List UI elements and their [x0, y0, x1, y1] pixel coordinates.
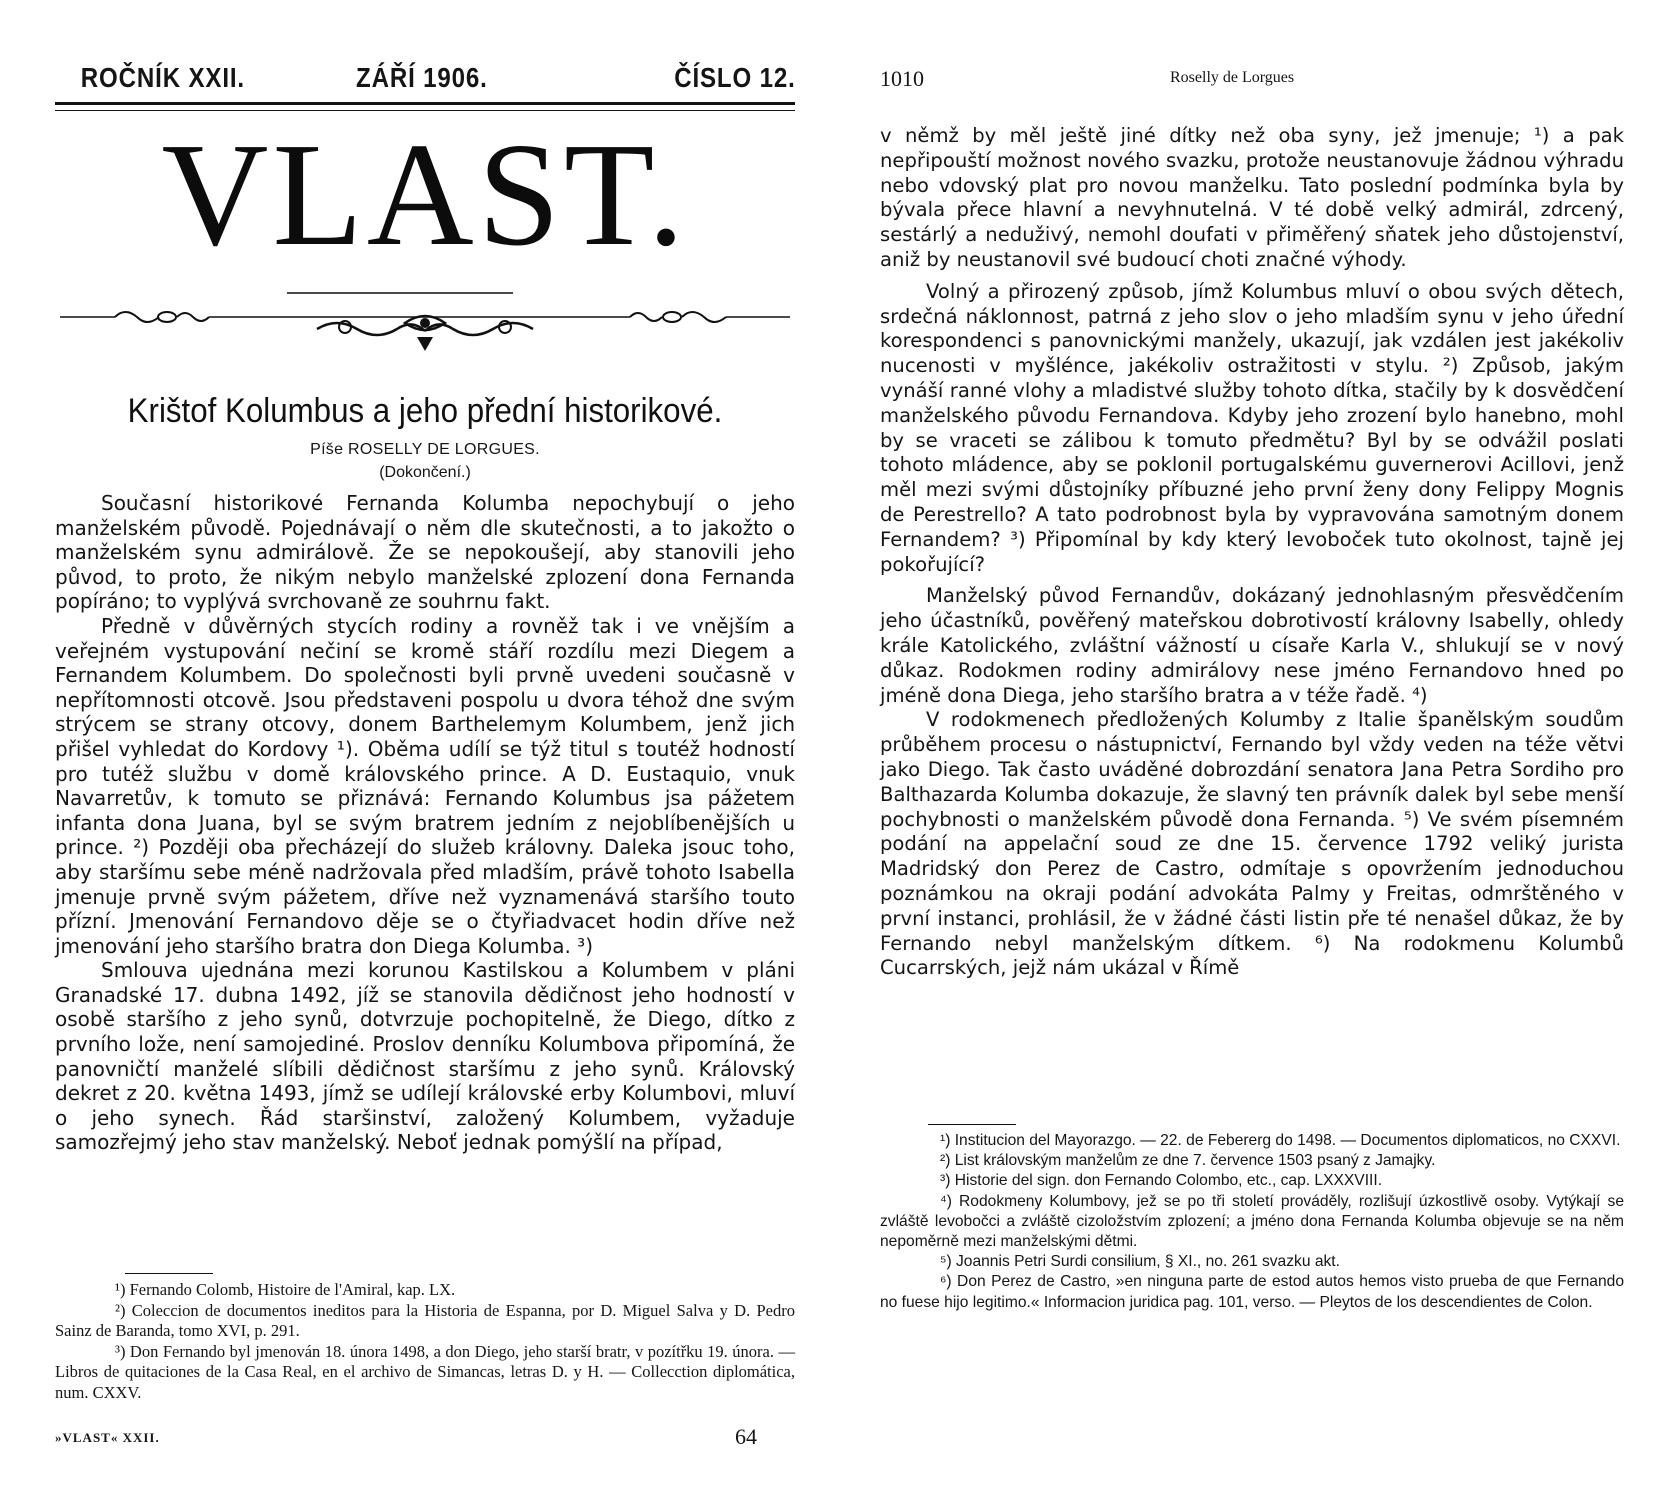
left-paragraph: Současní historikové Fernanda Kolumba nepochybují o jeho manželském původě. Pojednávají o něm dle skutečnosti, a to jakožto o manželském synu admirálově. Že se nepokoušejí, aby stanovili jeho původ, to proto, že nikým nebylo manželské zplození dona Fernanda popíráno; to vyplývá svrchovaně ze souhrnu fakt.	[55, 491, 795, 614]
masthead-date: ZÁŘÍ 1906.	[356, 62, 488, 93]
right-footnotes	[880, 1131, 1624, 1313]
article-title: Krištof Kolumbus a jeho přední historikové.	[127, 392, 723, 430]
left-paragraph: Předně v důvěrných stycích rodiny a rovněž tak i ve vnějším a veřejném vystupování nečiní se kromě stáří rozdílu mezi Diegem a Fernandem Kolumbem. Do společnosti byli prvně uvedeni současně v nepřítomnosti otcově. Jsou představeni pospolu u dvora téhož dne svým strýcem se strany otcovy, donem Barthelemym Kolumbem, jenž jich přišel vyhledat do Kordovy ¹). Oběma udílí se týž titul s toutéž hodností pro tutéž službu v domě královského prince. A D. Eustaquio, vnuk Navarretův, k tomuto se přiznává: Fernando Kolumbus jsa pážetem infanta dona Juana, byl se svým bratrem jedním z nejoblíbenějších u prince. ²) Později oba přecházejí do služeb královny. Daleka jsouc toho, aby staršímu sebe méně nadržovala před mladším, právě tohoto Isabella jmenuje prvně svým pážetem, dříve než vyznamenává staršího touto přízní. Jmenování Fernandovo děje se o čtyřiadvacet hodin dříve než jmenování jeho staršího bratra don Diega Kolumba. ³)	[55, 613, 795, 958]
footnote: ⁴) Rodokmeny Kolumbovy, jež se po tři století prováděly, rozlišují úzkostlivě osoby. Vytýkají se zvláště levobočci a zvláště cizoložstvím zplození; a jméno dona Fernanda Kolumba objevuje se na něm nepoměrně mezi manželskými dětmi.	[880, 1192, 1624, 1251]
footnote: ¹) Fernando Colomb, Histoire de l'Amiral, kap. LX.	[115, 1280, 456, 1299]
right-paragraph: Volný a přirozený způsob, jímž Kolumbus mluví o obou svých dětech, srdečná náklonnost, patrná z jeho slov o jeho mladším synu v jeho úřední korespondenci s panovnickými manžely, ukazují, jak vzdálen jest jakékoliv nucenosti v myšlénce, jakékoliv ostražitosti v stylu. ²) Způsob, jakým vynáší ranné vlohy a mladistvé služby tohoto dítka, stačily by k dosvědčení manželského původu Fernandova. Kdyby jeho zrození bylo hanebno, mohl by se vraceti se zálibou k tomuto předmětu? Byl by se odvážil poslati tohoto mládence, aby se poklonil portugalskému guvernerovi Acillovi, jenž měl mezi svými důstojníky příbuzné jeho první ženy dony Felippy Mognis de Perestrello? A tato podrobnost byla by vypravována samotným donem Fernandem? ³) Připomínal by kdy který levoboček tuto okolnost, tajně jej pokořující?	[880, 279, 1624, 576]
footnote: ¹) Institucion del Mayorazgo. — 22. de Febererg do 1498. — Documentos diplomaticos, no CXXVI.	[940, 1132, 1621, 1149]
masthead	[55, 62, 795, 106]
continued-note: (Dokončení.)	[379, 464, 471, 481]
running-page-number: 1010	[880, 66, 924, 91]
footnote: ²) Coleccion de documentos ineditos para la Historia de Espanna, por D. Miguel Salva y D. Pedro Sainz de Baranda, tomo XVI, p. 291.	[55, 1300, 795, 1340]
footnote: ³) Don Fernando byl jmenován 18. února 1498, a don Diego, jeho starší bratr, v pozítřku 19. února. — Libros de quitaciones de la Casa Real, en el archivo de Simancas, letras D. y H. — Collecction diplomática, num. CXXV.	[55, 1341, 795, 1402]
left-page	[55, 0, 795, 1500]
right-body-text	[880, 124, 1624, 981]
masthead-number: ČÍSLO 12.	[674, 62, 796, 93]
footnote: ³) Historie del sign. don Fernando Colombo, etc., cap. LXXXVIII.	[940, 1172, 1383, 1190]
ornamental-divider-icon	[55, 285, 795, 365]
right-paragraph: V rodokmenech předložených Kolumby z Italie španělským soudům průběhem procesu o nástupnictví, Fernando byl vždy veden na téže větvi jako Diego. Tak často uváděné dobrozdání senatora Jana Petra Sordiho pro Balthazarda Kolumba dokazuje, že slavný ten právník dalek byl sebe menší pochybnosti o manželském původě dona Fernanda. ⁵) Ve svém písemném podání na appelační soud ze dne 15. července 1792 veliký jurista Madridský don Perez de Castro, odmítaje s opovržením jednoduchou poznámkou na okraji podání advokáta Palmy y Freitas, odmrštěného v první instanci, prohlásil, že v žádné části listin pře té nenašel důkaz, že by Fernando nebyl manželským dítkem. ⁶) Na rodokmenu Kolumbů Cucarrských, jejž nám ukázal v Římě	[880, 708, 1624, 980]
article-byline: Píše ROSELLY DE LORGUES.	[310, 441, 540, 458]
left-body-text	[55, 491, 795, 1155]
right-page	[880, 0, 1624, 1500]
left-paragraph: Smlouva ujednána mezi korunou Kastilskou a Kolumbem v pláni Granadské 17. dubna 1492, jíž se stanovila dědičnost jeho hodností v osobě staršího z jeho synů, dotvrzuje pochopitelně, že Diego, dítko z prvního lože, není samojediné. Proslov denníku Kolumbova připomíná, že panovničtí manželé slíbili dědičnost staršímu z jeho synů. Královský dekret z 20. května 1493, jímž se udílejí královské erby Kolumbovi, mluví o jeho synech. Řád staršinství, založený Kolumbem, vyžaduje samozřejmý jeho stav manželský. Neboť jednak pomýšlí na případ,	[55, 958, 795, 1155]
masthead-volume: ROČNÍK XXII.	[80, 62, 245, 93]
journal-title: VLAST.	[161, 113, 689, 277]
footnote: ⁶) Don Perez de Castro, »en ninguna parte de estod autos hemos visto prueba de que Fernando no fuese hijo legitimo.« Informacion juridica pag. 101, verso. — Pleytos de los descendientes de Colon.	[880, 1273, 1624, 1311]
left-footnotes	[55, 1280, 795, 1403]
footnote-rule	[125, 1273, 213, 1274]
running-title: Roselly de Lorgues	[1170, 69, 1295, 86]
footnote-rule	[928, 1124, 1016, 1125]
footer-journal-mark: »VLAST« XXII.	[55, 1430, 160, 1445]
right-paragraph: v němž by měl ještě jiné dítky než oba syny, jež jmenuje; ¹) a pak nepřipouští možnost nového svazku, protože neustanovuje žádnou výhradu nebo vdovský plat pro novou manželku. Tato poslední podmínka byla by bývala přece hlavní a nevyhnutelná. V té době velký admirál, zdrcený, sestárlý a neduživý, nemohl doufati v přiměřený sňatek jeho důstojenství, aniž by neustanovil své budoucí choti značné výhody.	[880, 124, 1624, 271]
footnote: ²) List královským manželům ze dne 7. července 1503 psaný z Jamajky.	[940, 1152, 1436, 1170]
right-paragraph: Manželský původ Fernandův, dokázaný jednohlasným přesvědčením jeho účastníků, pověřený mateřskou dobrotivostí královny Isabelly, ohledy krále Katolického, zvláštní vážností u císaře Karla V., shlukují se v nový důkaz. Rodokmen rodiny admirálovy nese jméno Fernandovo hned po jméně dona Diega, jeho staršího bratra a v téže řadě. ⁴)	[880, 584, 1624, 707]
footnote: ⁵) Joannis Petri Surdi consilium, § XI., no. 261 svazku akt.	[940, 1253, 1340, 1271]
page-number: 64	[735, 1424, 757, 1449]
